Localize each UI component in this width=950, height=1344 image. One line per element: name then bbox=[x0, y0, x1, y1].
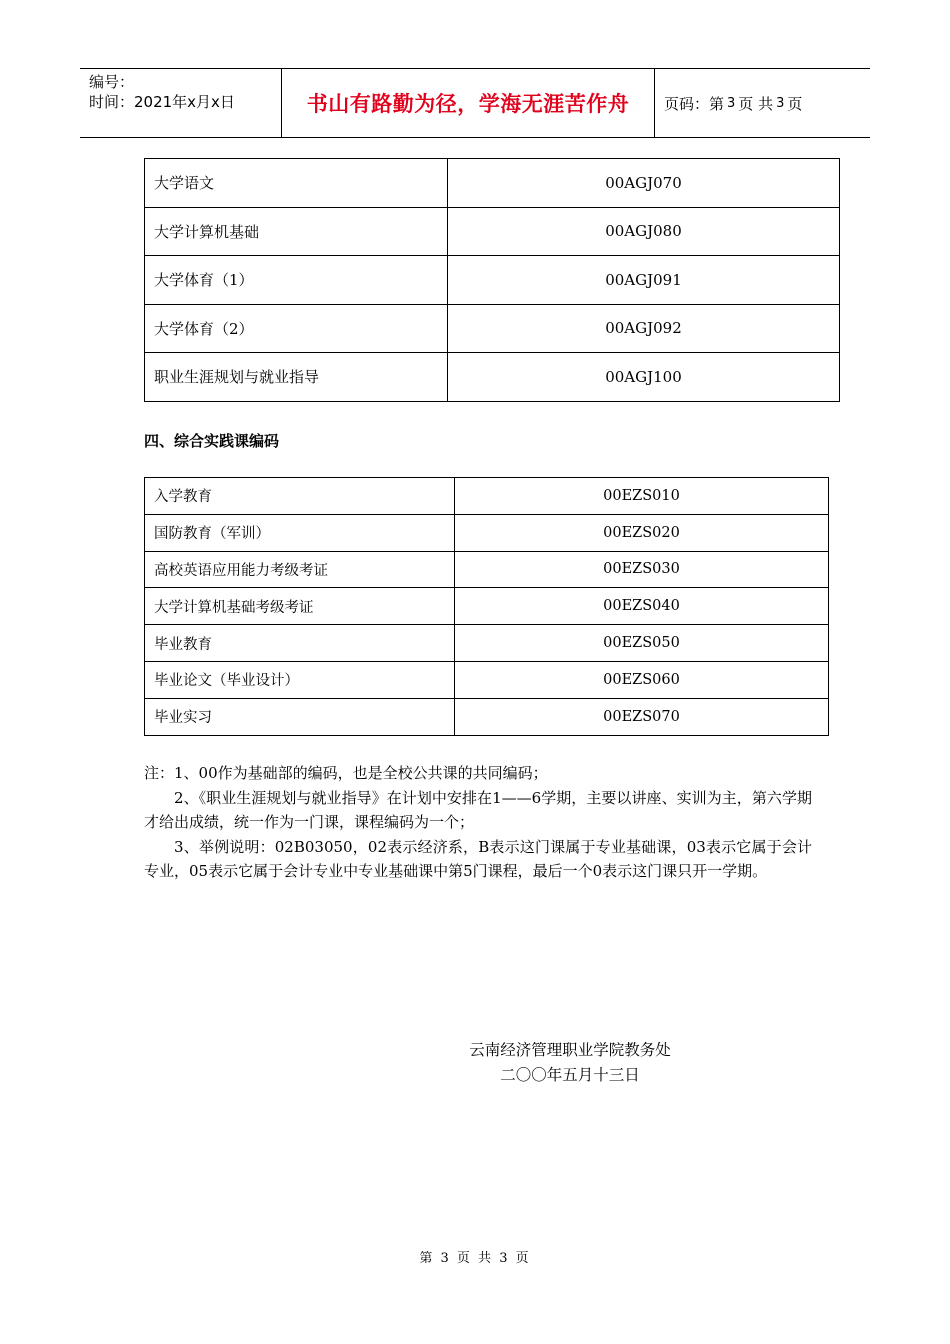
table-row bbox=[145, 661, 829, 698]
signature-date: 二〇〇年五月十三日 bbox=[500, 1066, 640, 1084]
table-row bbox=[145, 353, 840, 402]
course-code: 00EZS050 bbox=[455, 625, 829, 662]
signature-org: 云南经济管理职业学院教务处 bbox=[469, 1041, 671, 1059]
table-row bbox=[145, 478, 829, 515]
course-code: 00EZS060 bbox=[455, 661, 829, 698]
course-code: 00EZS010 bbox=[455, 478, 829, 515]
note-2: 2、《职业生涯规划与就业指导》在计划中安排在1——6学期，主要以讲座、实训为主，第六学期才给出成绩，统一作为一门课，课程编码为一个； bbox=[144, 788, 812, 831]
course-code: 00EZS040 bbox=[455, 588, 829, 625]
course-code: 00AGJ100 bbox=[448, 353, 840, 402]
page-current: 3 bbox=[727, 95, 736, 111]
page-prefix: 页码：第 bbox=[664, 94, 725, 113]
course-name: 毕业论文（毕业设计） bbox=[145, 661, 455, 698]
table-row bbox=[145, 551, 829, 588]
header-page-info bbox=[655, 69, 870, 137]
table-row bbox=[145, 207, 840, 256]
practice-course-code-table bbox=[144, 477, 829, 736]
course-code: 00EZS020 bbox=[455, 514, 829, 551]
header-time-label: 时间：2021年x月x日 bbox=[89, 93, 235, 111]
section-title: 四、综合实践课编码 bbox=[144, 432, 280, 450]
course-name: 大学计算机基础考级考证 bbox=[145, 588, 455, 625]
course-name: 大学体育（2） bbox=[145, 304, 448, 353]
header-number-label: 编号： bbox=[89, 73, 135, 91]
table-row bbox=[145, 256, 840, 305]
course-code: 00AGJ070 bbox=[448, 159, 840, 208]
note-3: 3、举例说明：02B03050，02表示经济系，B表示这门课属于专业基础课，03表示它属于会计专业，05表示它属于会计专业中专业基础课中第5门课程，最后一个0表示这门课只开一学期。 bbox=[144, 837, 812, 880]
course-name: 职业生涯规划与就业指导 bbox=[145, 353, 448, 402]
course-code: 00AGJ080 bbox=[448, 207, 840, 256]
table-row bbox=[145, 625, 829, 662]
notes bbox=[144, 761, 812, 884]
table-row bbox=[145, 514, 829, 551]
course-code: 00EZS030 bbox=[455, 551, 829, 588]
page-header bbox=[80, 68, 870, 138]
course-code: 00AGJ091 bbox=[448, 256, 840, 305]
course-name: 毕业教育 bbox=[145, 625, 455, 662]
table-row bbox=[145, 698, 829, 735]
public-course-code-table bbox=[144, 158, 840, 402]
course-name: 高校英语应用能力考级考证 bbox=[145, 551, 455, 588]
table-row bbox=[145, 159, 840, 208]
course-name: 大学计算机基础 bbox=[145, 207, 448, 256]
page-middle: 页 共 bbox=[738, 94, 774, 113]
signature-block bbox=[440, 1038, 700, 1088]
header-motto: 书山有路勤为径，学海无涯苦作舟 bbox=[282, 69, 655, 137]
course-name: 入学教育 bbox=[145, 478, 455, 515]
course-name: 大学体育（1） bbox=[145, 256, 448, 305]
table-row bbox=[145, 588, 829, 625]
page-total: 3 bbox=[776, 95, 785, 111]
course-name: 毕业实习 bbox=[145, 698, 455, 735]
note-1: 注：1、00作为基础部的编码，也是全校公共课的共同编码； bbox=[144, 764, 548, 782]
course-code: 00EZS070 bbox=[455, 698, 829, 735]
page-suffix: 页 bbox=[787, 94, 803, 113]
course-code: 00AGJ092 bbox=[448, 304, 840, 353]
header-meta bbox=[80, 69, 282, 137]
table-row bbox=[145, 304, 840, 353]
course-name: 国防教育（军训） bbox=[145, 514, 455, 551]
course-name: 大学语文 bbox=[145, 159, 448, 208]
page-footer: 第 3 页 共 3 页 bbox=[419, 1251, 531, 1266]
